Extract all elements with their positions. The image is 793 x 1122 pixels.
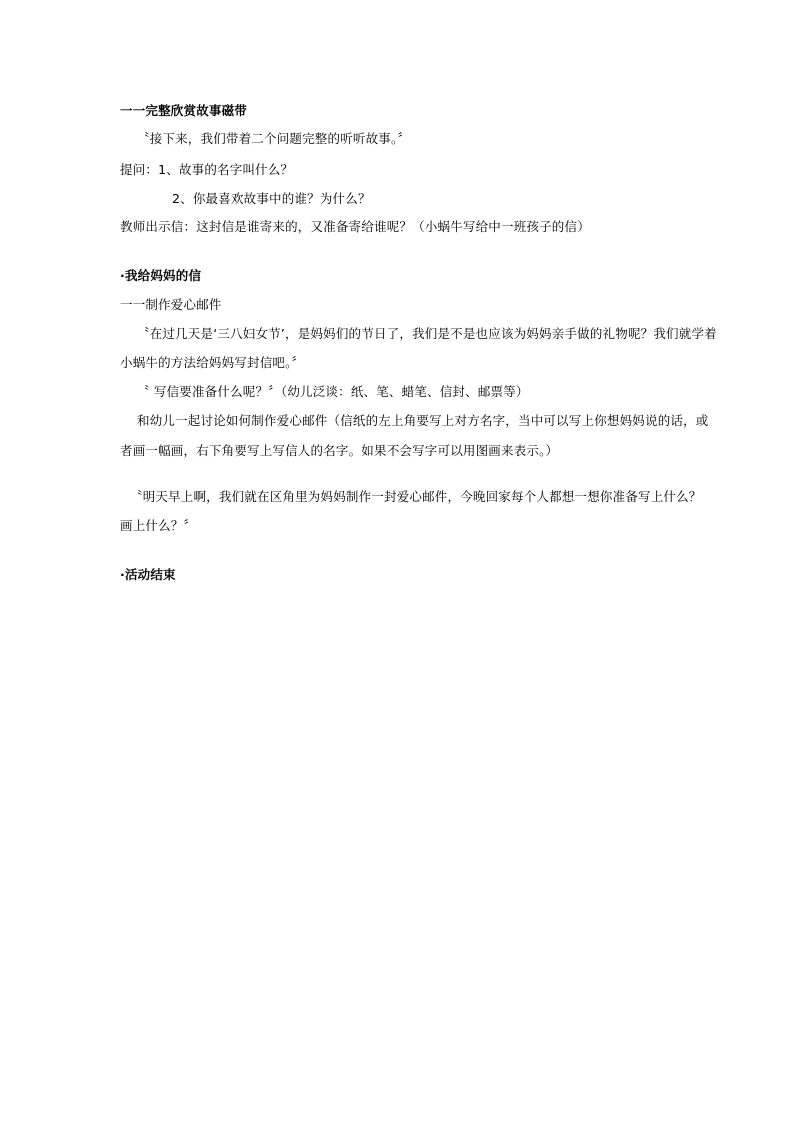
section-heading-activity-end: ·活动结束 bbox=[120, 567, 176, 582]
paragraph-what-to-prepare: 〝 写信要准备什么呢？〞（幼儿泛谈：纸、笔、蜡笔、信封、邮票等） bbox=[137, 384, 529, 399]
paragraph-womens-day-line-2: 小蜗牛的方法给妈妈写封信吧。〞 bbox=[120, 355, 305, 370]
section-heading-story-tape: 一一完整欣赏故事磁带 bbox=[120, 103, 248, 118]
subheading-love-mail: 一一制作爱心邮件 bbox=[120, 297, 222, 312]
section-heading-letter-to-mom: ·我给妈妈的信 bbox=[120, 268, 202, 283]
question-line-2: 2、你最喜欢故事中的谁？为什么？ bbox=[172, 191, 371, 206]
paragraph-tomorrow-line-2: 画上什么？〞 bbox=[120, 518, 197, 533]
paragraph-tomorrow-line-1: 〝明天早上啊，我们就在区角里为妈妈制作一封爱心邮件，今晚回家每个人都想一想你准备写上什么？ bbox=[130, 489, 702, 504]
intro-quote: 〝接下来，我们带着二个问题完整的听听故事。〞 bbox=[137, 131, 411, 146]
paragraph-womens-day-line-1: 〝在过几天是‘三八妇女节’，是妈妈们的节日了，我们是不是也应该为妈妈亲手做的礼物呢？我们就学着 bbox=[137, 326, 717, 341]
teacher-shows-letter: 教师出示信：这封信是谁寄来的，又准备寄给谁呢？（小蜗牛写给中一班孩子的信） bbox=[120, 219, 590, 234]
question-line-1: 提问：1、故事的名字叫什么？ bbox=[120, 162, 294, 177]
paragraph-discussion-line-1: 和幼儿一起讨论如何制作爱心邮件（信纸的左上角要写上对方名字，当中可以写上你想妈妈说的话，或 bbox=[137, 413, 709, 428]
paragraph-discussion-line-2: 者画一幅画，右下角要写上写信人的名字。如果不会写字可以用图画来表示。） bbox=[120, 443, 559, 458]
